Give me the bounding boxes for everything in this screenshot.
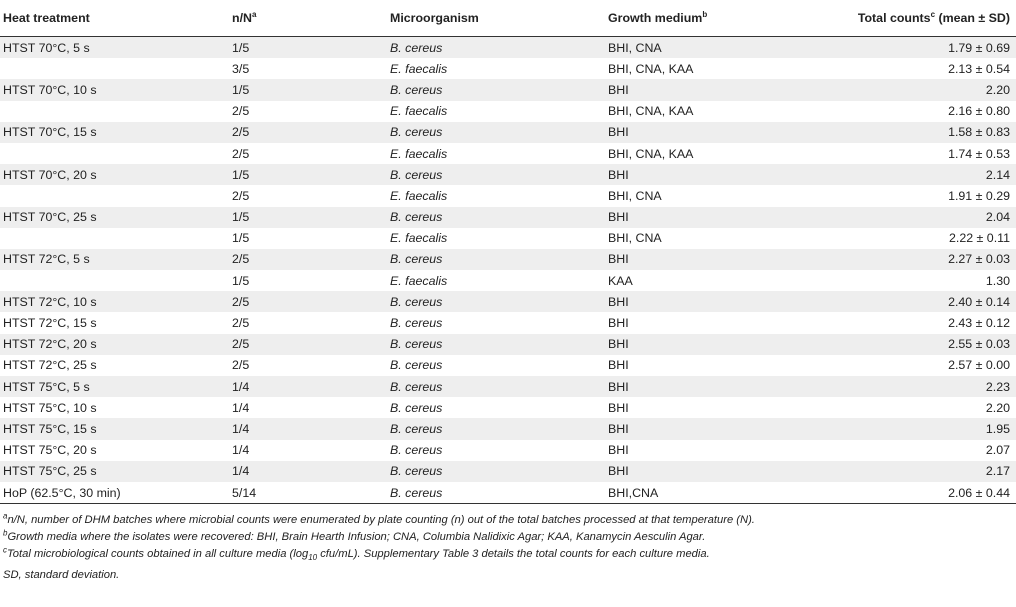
table-row: [0, 461, 1016, 482]
cell-nN: 2/5: [232, 146, 250, 161]
cell-medium: BHI: [608, 376, 802, 397]
cell-treatment: HTST 70°C, 15 s: [0, 122, 232, 143]
cell-medium: BHI: [608, 400, 629, 415]
cell-medium: BHI: [608, 164, 802, 185]
cell-medium: BHI: [608, 334, 802, 355]
cell-organism: B. cereus: [390, 358, 443, 373]
cell-medium: BHI: [608, 443, 629, 458]
cell-organism: B. cereus: [390, 291, 608, 312]
table-row: [0, 440, 1016, 461]
cell-medium: BHI: [608, 418, 802, 439]
cell-treatment: HTST 72°C, 10 s: [0, 291, 232, 312]
table-row: [0, 418, 1016, 439]
cell-organism: E. faecalis: [390, 61, 448, 76]
cell-organism: E. faecalis: [390, 146, 448, 161]
cell-counts: 2.06 ± 0.44: [802, 482, 1016, 504]
cell-treatment: [0, 228, 232, 249]
header-nN: $n/N^a$: [232, 0, 390, 37]
table-row: [0, 270, 1016, 291]
footnote-sd: SD, standard deviation.: [3, 568, 120, 581]
cell-medium: BHI: [608, 122, 802, 143]
cell-nN: 3/5: [232, 61, 250, 76]
cell-organism: B. cereus: [390, 376, 608, 397]
cell-treatment: HTST 70°C, 20 s: [0, 164, 232, 185]
cell-treatment: HTST 70°C, 5 s: [0, 37, 232, 59]
cell-counts: 2.22 ± 0.11: [949, 231, 1010, 246]
cell-counts: 1.30: [985, 273, 1010, 288]
cell-counts: 2.27 ± 0.03: [802, 249, 1016, 270]
table-row: [0, 101, 1016, 122]
cell-treatment: HTST 75°C, 20 s: [3, 443, 97, 458]
cell-organism: E. faecalis: [390, 188, 448, 203]
table-row: [0, 249, 1016, 270]
cell-counts: 1.74 ± 0.53: [948, 146, 1010, 161]
cell-counts: 2.23: [802, 376, 1016, 397]
cell-counts: 2.57 ± 0.00: [948, 358, 1010, 373]
cell-nN: 1/4: [232, 418, 390, 439]
cell-treatment: HTST 72°C, 15 s: [3, 316, 97, 331]
cell-nN: 2/5: [232, 291, 390, 312]
cell-medium: BHI, CNA: [608, 37, 802, 59]
table-row: [0, 143, 1016, 164]
cell-medium: BHI: [608, 316, 629, 331]
cell-medium: BHI: [608, 358, 629, 373]
cell-treatment: HTST 75°C, 5 s: [0, 376, 232, 397]
cell-treatment: [0, 270, 232, 291]
cell-nN: 1/5: [232, 79, 390, 100]
cell-nN: 1/5: [232, 231, 250, 246]
cell-treatment: HTST 70°C, 10 s: [0, 79, 232, 100]
cell-organism: B. cereus: [390, 79, 608, 100]
cell-nN: 2/5: [232, 334, 390, 355]
cell-nN: 5/14: [232, 482, 390, 504]
table-row: [0, 122, 1016, 143]
cell-treatment: HTST 75°C, 10 s: [3, 400, 97, 415]
cell-counts: 1.91 ± 0.29: [948, 188, 1010, 203]
cell-organism: B. cereus: [390, 37, 608, 59]
table-row: [0, 58, 1016, 79]
cell-medium: BHI, CNA, KAA: [608, 146, 694, 161]
cell-organism: B. cereus: [390, 400, 443, 415]
cell-counts: 2.17: [802, 461, 1016, 482]
cell-organism: B. cereus: [390, 461, 608, 482]
cell-organism: E. faecalis: [390, 231, 448, 246]
cell-treatment: [0, 185, 232, 206]
footnotes: [0, 512, 1016, 583]
cell-counts: 2.14: [802, 164, 1016, 185]
cell-medium: BHI: [608, 249, 802, 270]
table-row: [0, 185, 1016, 206]
header-medium: Growth medium$^b$: [608, 0, 802, 37]
cell-counts: 2.13 ± 0.54: [948, 61, 1010, 76]
cell-organism: B. cereus: [390, 482, 608, 504]
cell-nN: 2/5: [232, 358, 250, 373]
cell-organism: B. cereus: [390, 443, 443, 458]
cell-nN: 1/4: [232, 461, 390, 482]
table-row: [0, 376, 1016, 397]
cell-treatment: HTST 72°C, 25 s: [3, 358, 97, 373]
cell-medium: BHI, CNA, KAA: [608, 104, 694, 119]
cell-counts: 2.40 ± 0.14: [802, 291, 1016, 312]
cell-treatment: [0, 101, 232, 122]
cell-nN: 1/4: [232, 400, 250, 415]
cell-counts: 2.20: [985, 400, 1010, 415]
cell-medium: BHI: [608, 79, 802, 100]
table-row: [0, 482, 1016, 504]
cell-counts: 2.43 ± 0.12: [948, 316, 1010, 331]
cell-treatment: HTST 70°C, 25 s: [0, 207, 232, 228]
cell-organism: E. faecalis: [390, 273, 448, 288]
table-row: [0, 312, 1016, 333]
cell-counts: 1.79 ± 0.69: [802, 37, 1016, 59]
cell-treatment: HTST 75°C, 25 s: [0, 461, 232, 482]
table-row: [0, 334, 1016, 355]
cell-nN: 2/5: [232, 122, 390, 143]
cell-nN: 1/5: [232, 273, 250, 288]
cell-medium: KAA: [608, 273, 633, 288]
table-row: [0, 164, 1016, 185]
cell-organism: B. cereus: [390, 249, 608, 270]
cell-organism: B. cereus: [390, 316, 443, 331]
cell-counts: 2.20: [802, 79, 1016, 100]
cell-nN: 1/4: [232, 376, 390, 397]
header-counts: Total counts$^c$ (mean ± SD): [802, 0, 1016, 37]
cell-nN: 1/5: [232, 37, 390, 59]
cell-nN: 1/4: [232, 443, 250, 458]
cell-organism: B. cereus: [390, 122, 608, 143]
cell-counts: 2.16 ± 0.80: [948, 104, 1010, 119]
cell-organism: B. cereus: [390, 334, 608, 355]
cell-treatment: HTST 72°C, 5 s: [0, 249, 232, 270]
cell-medium: BHI, CNA, KAA: [608, 61, 694, 76]
table-row: [0, 37, 1016, 59]
cell-nN: 2/5: [232, 249, 390, 270]
cell-treatment: HTST 72°C, 20 s: [0, 334, 232, 355]
cell-counts: 2.55 ± 0.03: [802, 334, 1016, 355]
header-organism: Microorganism: [390, 0, 608, 37]
footnote-a: $^a$n/N, number of DHM batches where microbial counts were enumerated by plate counting (n) out of the total batches processed at that temperature (N).: [3, 511, 755, 527]
footnote-b: $^b$Growth media where the isolates were recovered: BHI, Brain Hearth Infusion; CNA, Columbia Nalidixic Agar; KAA, Kanamycin Aesculin Agar.: [3, 528, 706, 543]
cell-counts: 1.95: [802, 418, 1016, 439]
cell-medium: BHI, CNA: [608, 188, 662, 203]
cell-medium: BHI: [608, 207, 802, 228]
cell-organism: B. cereus: [390, 418, 608, 439]
cell-organism: E. faecalis: [390, 104, 448, 119]
cell-medium: BHI: [608, 461, 802, 482]
cell-medium: BHI, CNA: [608, 231, 662, 246]
table-row: [0, 355, 1016, 376]
cell-nN: 1/5: [232, 164, 390, 185]
table-row: [0, 291, 1016, 312]
cell-medium: BHI,CNA: [608, 482, 802, 504]
table-body: [0, 37, 1016, 504]
header-row: [0, 0, 1016, 37]
cell-organism: B. cereus: [390, 164, 608, 185]
cell-treatment: HoP (62.5°C, 30 min): [0, 482, 232, 504]
footnote-c: $^c$Total microbiological counts obtained in all culture media ($\log_{10}$ cfu/mL). Supplementary Table 3 details the total counts for each culture media.: [3, 544, 710, 562]
cell-nN: 2/5: [232, 316, 250, 331]
header-treatment: Heat treatment: [0, 0, 232, 37]
cell-counts: 2.07: [985, 443, 1010, 458]
table-row: [0, 79, 1016, 100]
cell-nN: 2/5: [232, 104, 250, 119]
cell-nN: 1/5: [232, 207, 390, 228]
cell-nN: 2/5: [232, 188, 250, 203]
cell-organism: B. cereus: [390, 207, 608, 228]
cell-counts: 1.58 ± 0.83: [802, 122, 1016, 143]
table-row: [0, 207, 1016, 228]
cell-medium: BHI: [608, 291, 802, 312]
cell-treatment: HTST 75°C, 15 s: [0, 418, 232, 439]
cell-treatment: [0, 58, 232, 79]
table-row: [0, 397, 1016, 418]
cell-counts: 2.04: [802, 207, 1016, 228]
table-row: [0, 228, 1016, 249]
cell-treatment: [0, 143, 232, 164]
